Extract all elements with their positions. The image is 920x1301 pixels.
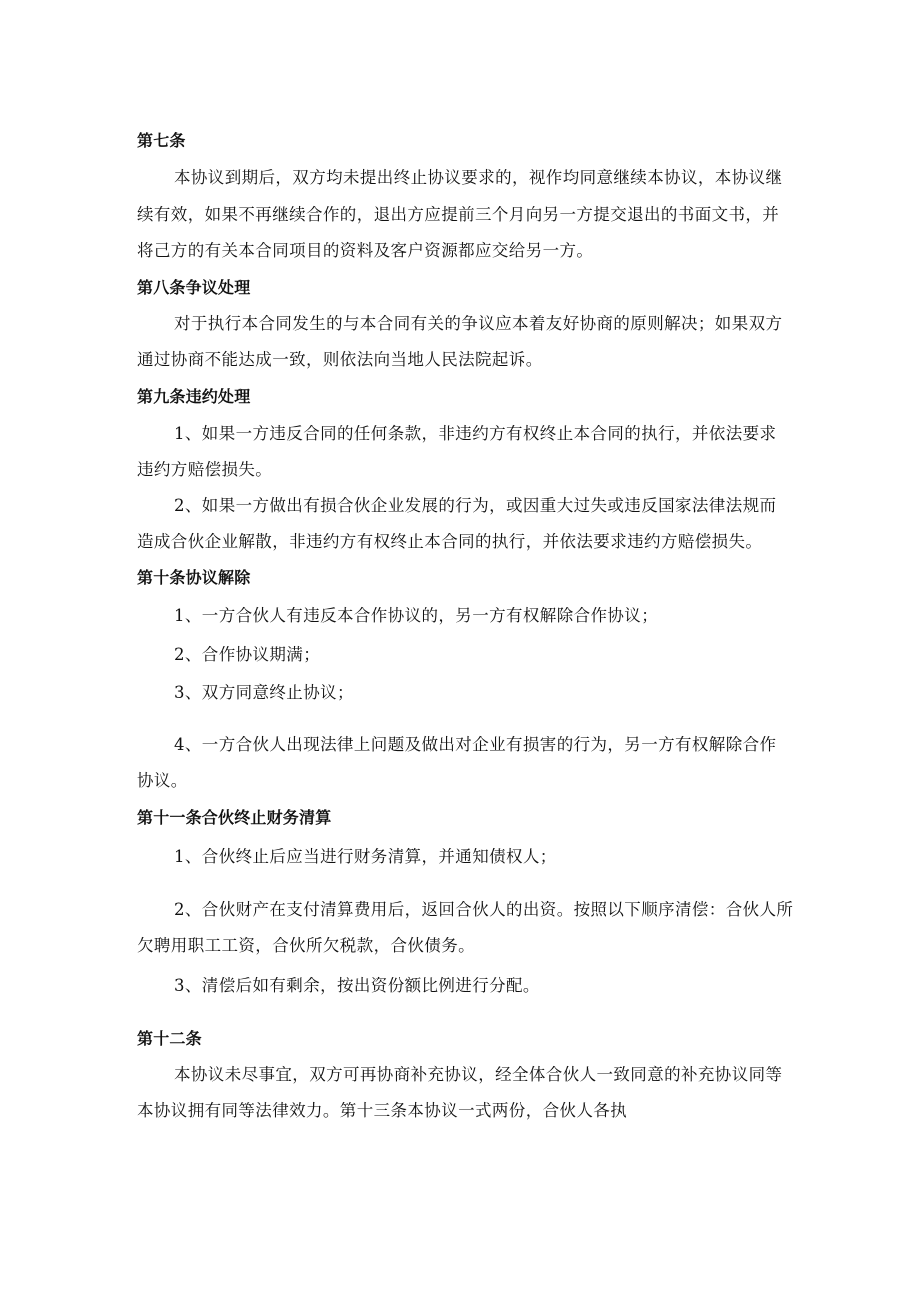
article-9-heading: 第九条违约处理: [137, 387, 251, 406]
article-7-heading: 第七条: [137, 131, 186, 150]
article-9-item-2-line-2: 造成合伙企业解散，非违约方有权终止本合同的执行，并依法要求违约方赔偿损失。: [137, 532, 763, 551]
article-11-heading: 第十一条合伙终止财务清算: [137, 808, 332, 827]
article-7-line-3: 将己方的有关本合同项目的资料及客户资源都应交给另一方。: [137, 241, 594, 260]
article-10-item-3: 3、双方同意终止协议；: [174, 683, 354, 702]
article-7-line-2: 续有效，如果不再继续合作的，退出方应提前三个月向另一方提交退出的书面文书，并: [137, 205, 780, 224]
article-10-heading: 第十条协议解除: [137, 568, 251, 587]
article-11-item-1: 1、合伙终止后应当进行财务清算，并通知债权人；: [174, 847, 557, 866]
article-8-line-2: 通过协商不能达成一致，则依法向当地人民法院起诉。: [137, 350, 543, 369]
article-11-item-2-line-1: 2、合伙财产在支付清算费用后，返回合伙人的出资。按照以下顺序清偿：合伙人所: [174, 900, 794, 919]
article-10-item-2: 2、合作协议期满；: [174, 645, 321, 664]
article-12-line-1: 本协议未尽事宜，双方可再协商补充协议，经全体合伙人一致同意的补充协议同等: [174, 1065, 783, 1084]
article-7-line-1: 本协议到期后，双方均未提出终止协议要求的，视作均同意继续本协议，本协议继: [174, 168, 783, 187]
article-9-item-1-line-1: 1、如果一方违反合同的任何条款，非违约方有权终止本合同的执行，并依法要求: [174, 424, 777, 443]
article-11-item-3: 3、清偿后如有剩余，按出资份额比例进行分配。: [174, 976, 540, 995]
article-10-item-4-line-2: 协议。: [137, 771, 188, 790]
article-12-line-2: 本协议拥有同等法律效力。第十三条本协议一式两份，合伙人各执: [137, 1101, 628, 1120]
article-12-heading: 第十二条: [137, 1029, 202, 1048]
article-9-item-1-line-2: 违约方赔偿损失。: [137, 460, 273, 479]
article-10-item-4-line-1: 4、一方合伙人出现法律上问题及做出对企业有损害的行为，另一方有权解除合作: [174, 735, 777, 754]
article-8-heading: 第八条争议处理: [137, 278, 251, 297]
article-10-item-1: 1、一方合伙人有违反本合作协议的，另一方有权解除合作协议；: [174, 606, 659, 625]
article-9-item-2-line-1: 2、如果一方做出有损合伙企业发展的行为，或因重大过失或违反国家法律法规而: [174, 496, 777, 515]
article-11-item-2-line-2: 欠聘用职工工资，合伙所欠税款，合伙债务。: [137, 936, 475, 955]
article-8-line-1: 对于执行本合同发生的与本合同有关的争议应本着友好协商的原则解决；如果双方: [174, 314, 783, 333]
